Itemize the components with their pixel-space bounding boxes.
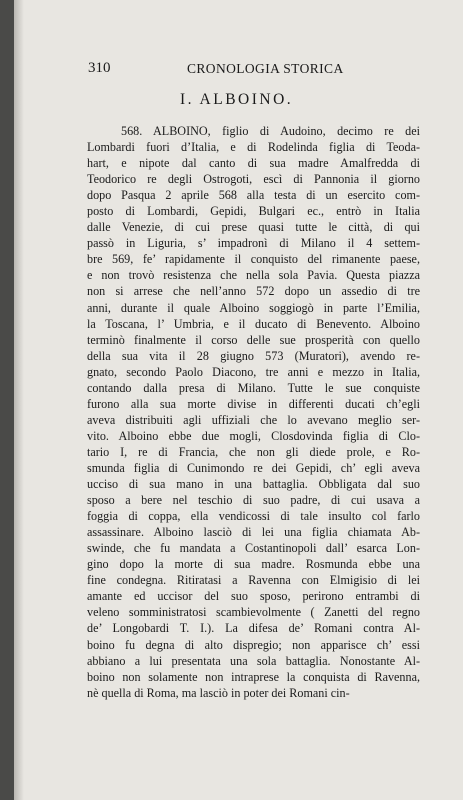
- text-line: swinde, che fu mandata a Costantinopoli dall’ esarca Lon-: [87, 541, 420, 556]
- text-line: Teodorico re degli Ostrogoti, escì di Pannonia il giorno: [87, 172, 420, 187]
- text-line: ucciso di sua mano in una battaglia. Obbligata dal suo: [87, 477, 420, 492]
- text-line: tario I, re di Francia, che non gli diede prole, e Ro-: [87, 444, 420, 459]
- text-line: sposo a bere nel teschio di suo padre, di cui usava a: [87, 493, 420, 508]
- body-text: [87, 123, 420, 701]
- text-line: gino dopo la morte di sua madre. Rosmunda ebbe una: [87, 557, 420, 572]
- text-line: veleno somministratosi scambievolmente ( Zanetti del regno: [87, 605, 420, 620]
- text-line: de’ Longobardi T. I.). La difesa de’ Romani contra Al-: [87, 621, 420, 636]
- text-line: amante ed uccisor del suo sposo, perirono entrambi di: [87, 589, 420, 604]
- text-line: abbiano a lui presentata una sola battaglia. Nonostante Al-: [87, 653, 420, 668]
- page-number: 310: [88, 60, 111, 76]
- text-line: anni, durante il quale Alboino soggiogò in parte l’Emilia,: [87, 300, 420, 315]
- text-line: 568. ALBOINO, figlio di Audoino, decimo re dei: [121, 124, 420, 138]
- text-line: aveva distribuiti agli uffiziali che lo avevano meglio ser-: [87, 412, 420, 427]
- text-line: Lombardi fuori d’Italia, e di Rodelinda figlia di Teoda-: [87, 140, 420, 155]
- text-line: dalle Venezie, di cui prese quasi tutte le città, di qui: [87, 220, 420, 235]
- text-line: la Toscana, l’ Umbria, e il ducato di Benevento. Alboino: [87, 316, 420, 331]
- text-line: bre 569, fe’ rapidamente il conquisto del rimanente paese,: [87, 252, 420, 267]
- text-line: non si arrese che nell’anno 572 dopo un assedio di tre: [87, 284, 420, 299]
- text-line: della sua vita il 28 giugno 573 (Muratori), avendo re-: [87, 348, 420, 363]
- text-line: boino non solamente non intraprese la conquista di Ravenna,: [87, 669, 420, 684]
- text-line: posto di Lombardi, Gepidi, Bulgari ec., entrò in Italia: [87, 204, 420, 219]
- text-line: assassinare. Alboino lasciò di lei una figlia chiamata Ab-: [87, 525, 420, 540]
- text-line: gnato, secondo Paolo Diacono, tre anni e mezzo in Italia,: [87, 364, 420, 379]
- text-line: contando dalla presa di Milano. Tutte le sue conquiste: [87, 380, 420, 395]
- text-line: boino fu degna di alto dispregio; non apparisce ch’ essi: [87, 637, 420, 652]
- text-line: fine condegna. Ritiratasi a Ravenna con Elmigisio di lei: [87, 573, 420, 588]
- page-fold-shadow: [14, 0, 24, 800]
- text-line: passò in Liguria, s’ impadronì di Milano il 4 settem-: [87, 236, 420, 251]
- running-title: CRONOLOGIA STORICA: [187, 61, 344, 76]
- text-line: furono alla sua morte divise in differenti ducati ch’egli: [87, 396, 420, 411]
- text-line: vito. Alboino ebbe due mogli, Closdovinda figlia di Clo-: [87, 428, 420, 443]
- text-line: hart, e nipote dal canto di sua madre Amalfredda di: [87, 156, 420, 171]
- text-line: dopo Pasqua 2 aprile 568 alla testa di un esercito com-: [87, 188, 420, 203]
- text-line: nè quella di Roma, ma lasciò in poter dei Romani cin-: [87, 685, 350, 700]
- page-header: [88, 60, 418, 80]
- text-line: e non trovò resistenza che nella sola Pavia. Questa piazza: [87, 268, 420, 283]
- chapter-title: I. ALBOINO.: [180, 91, 294, 108]
- text-line: terminò finalmente il corso delle sue prosperità con quello: [87, 332, 420, 347]
- text-line: foggia di coppa, ella vendicossi di tale insulto col farlo: [87, 509, 420, 524]
- text-line: smunda figlia di Cunimondo re dei Gepidi, ch’ egli aveva: [87, 460, 420, 475]
